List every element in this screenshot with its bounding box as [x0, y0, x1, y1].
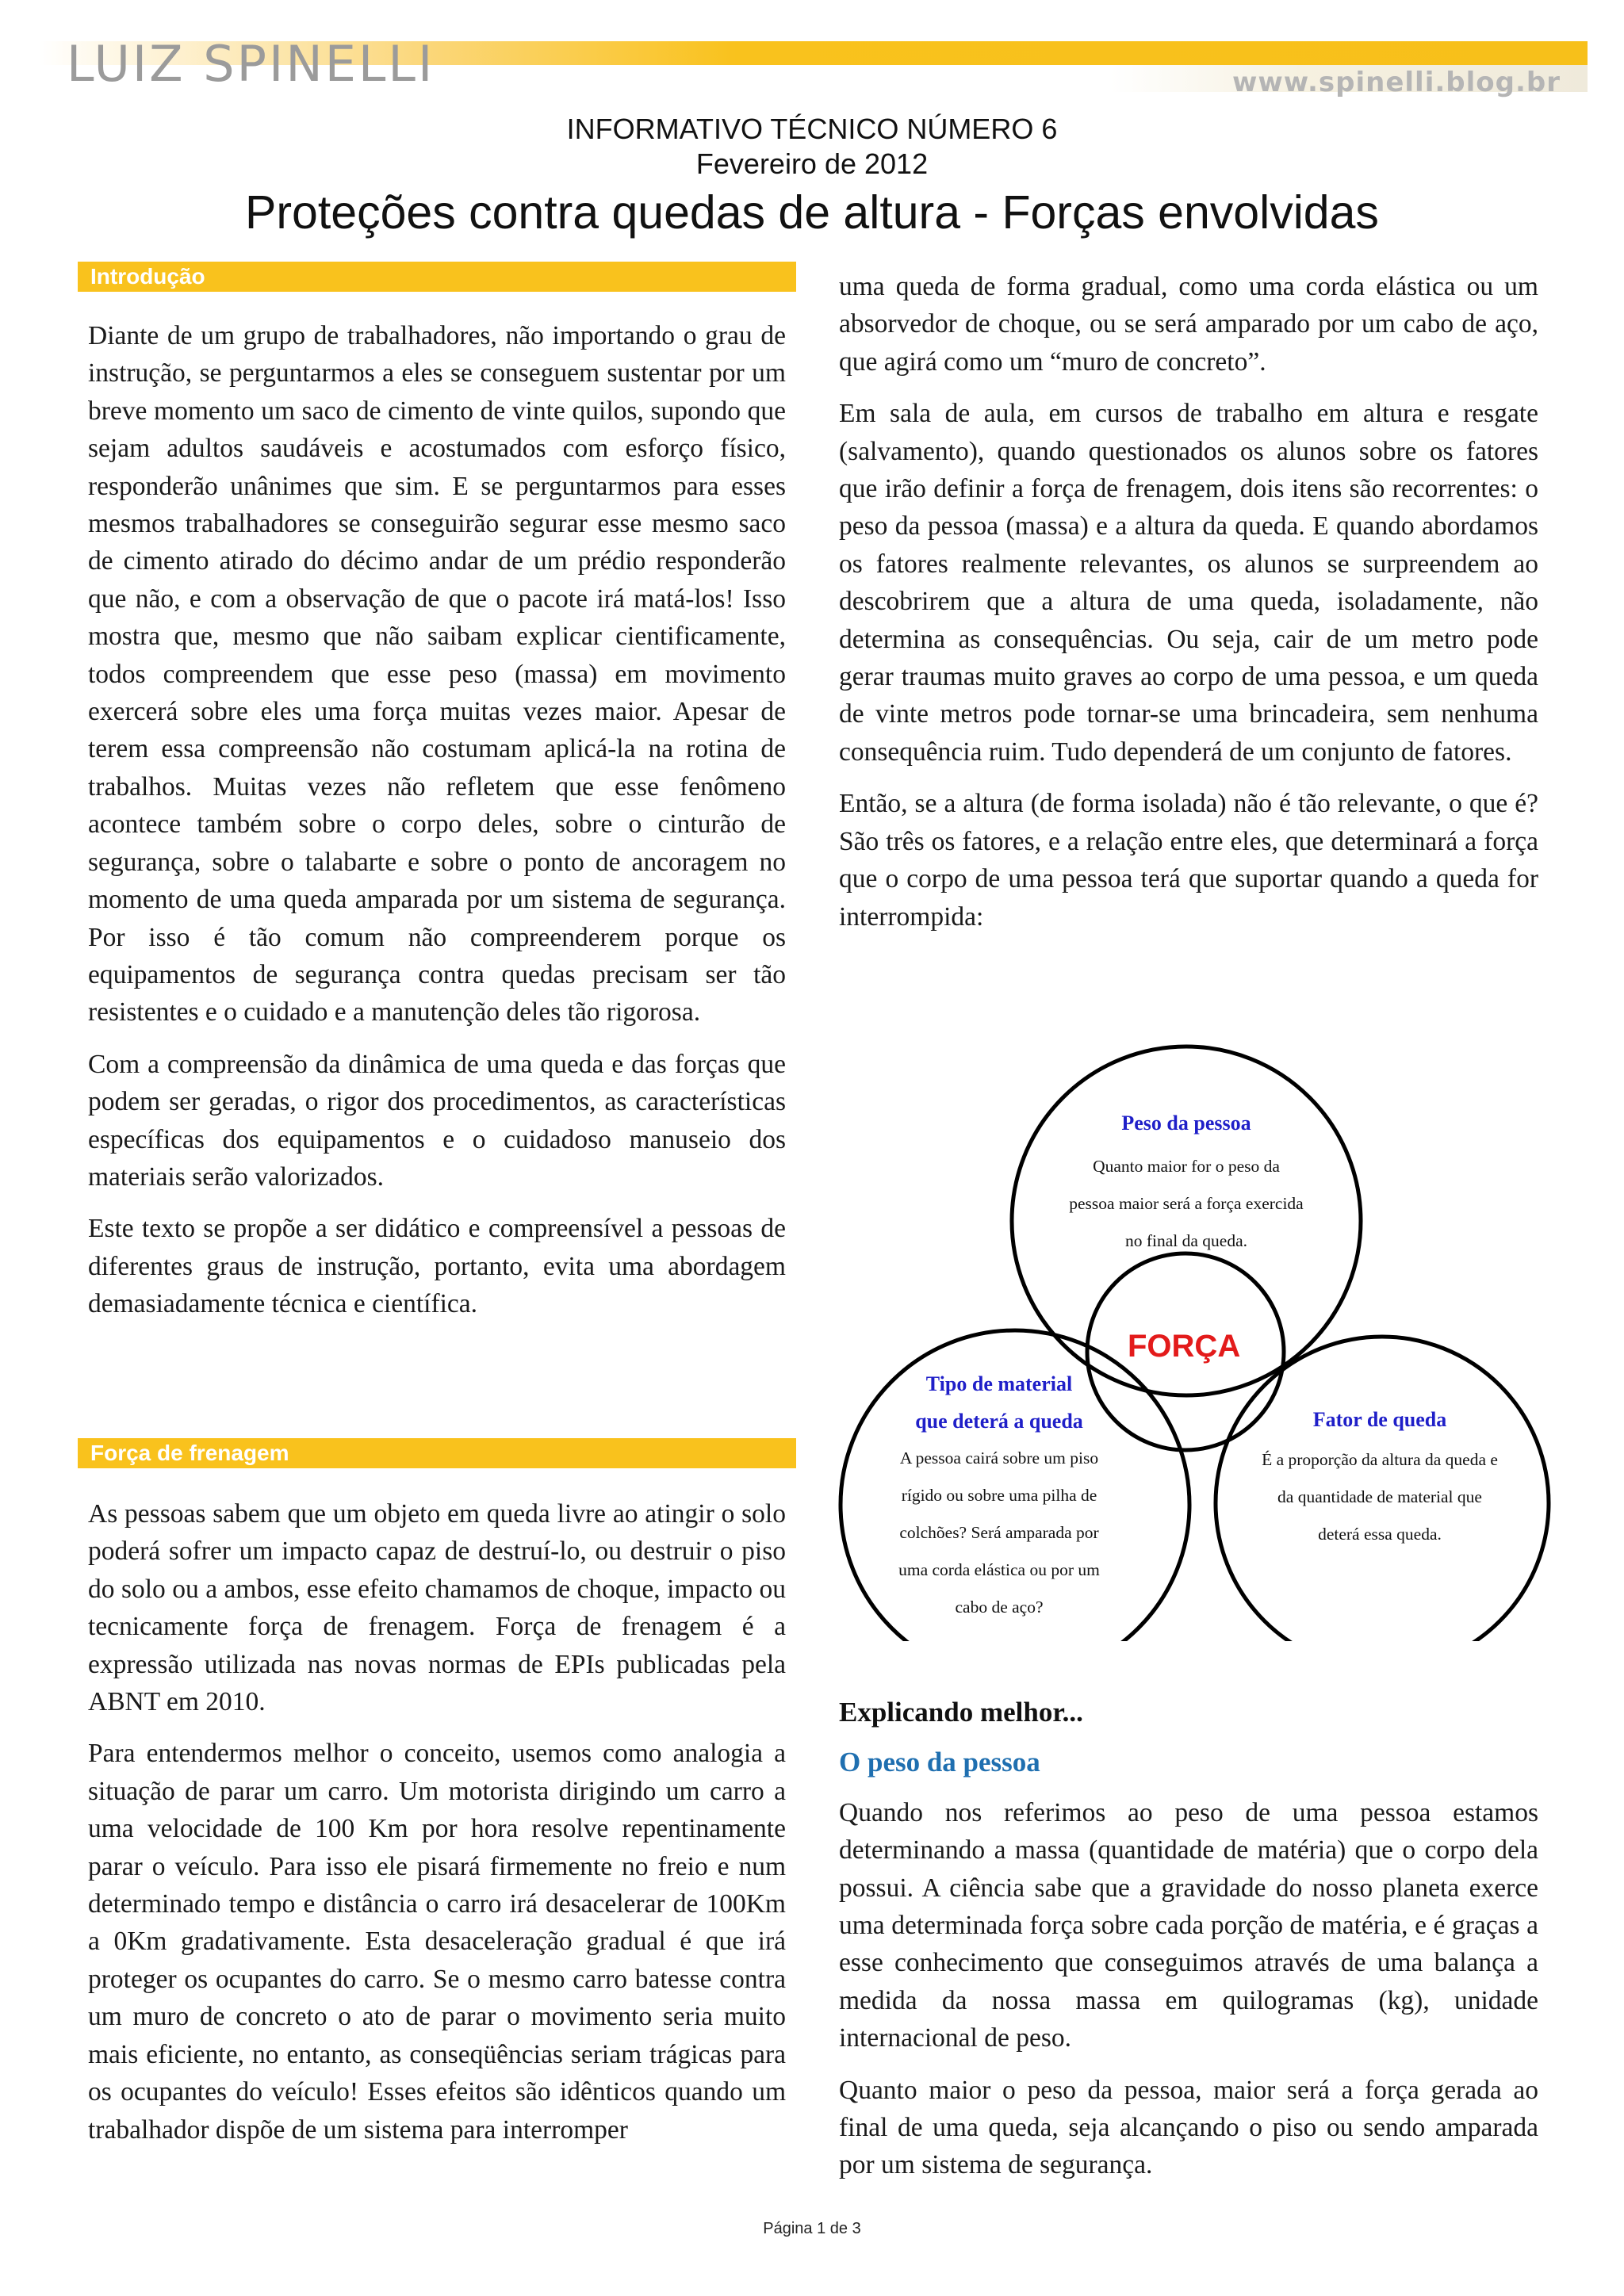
- material-title: [872, 1365, 1126, 1440]
- paragraph: Em sala de aula, em cursos de trabalho em altura e resgate (salvamento), quando questionados os alunos sobre os fatores que irão definir a força de frenagem, dois itens são recorrentes: o peso da pessoa (massa) e a altura da queda. E quando abordamos os fatores realmente relevantes, os alunos se surpreendem ao descobrirem que a altura de uma queda, isoladamente, não determina as consequências. Ou seja, cair de um metro pode gerar traumas muito graves ao corpo de uma pessoa, e um queda de vinte metros pode tornar-se uma brincadeira, sem nenhuma consequência ruim. Tudo dependerá de um conjunto de fatores.: [839, 399, 1538, 767]
- paragraph: Quando nos referimos ao peso de uma pessoa estamos determinando a massa (quantidade de matéria) que o corpo dela possui. A ciência sabe que a gravidade do nosso planeta exerce uma determinada força sobre cada porção de matéria, e é graças a esse conhecimento que conseguimos através de uma balança a medida da nossa massa em quilogramas (kg), unidade internacional de peso.: [839, 1797, 1538, 2053]
- force-factors-diagram: [825, 1039, 1554, 1641]
- bulletin-date: Fevereiro de 2012: [695, 147, 929, 180]
- material-description: [864, 1440, 1134, 1626]
- peso-description: [1028, 1148, 1345, 1260]
- text-line: A pessoa cairá sobre um piso: [899, 1448, 1099, 1468]
- explaining-heading: Explicando melhor...: [839, 1697, 1083, 1728]
- paragraph: Então, se a altura (de forma isolada) não é tão relevante, o que é? São três os fatores, e a relação entre eles, que determinará a força que o corpo de uma pessoa terá que suportar quando a queda for interrompida:: [839, 789, 1538, 932]
- text-line: deterá essa queda.: [1318, 1525, 1442, 1544]
- paragraph: Diante de um grupo de trabalhadores, não importando o grau de instrução, se perguntarmos a eles se conseguem sustentar por um breve momento um saco de cimento de vinte quilos, supondo que sejam adultos saudáveis e acostumados com esforço físico, responderão unânimes que sim. E se perguntarmos para esses mesmos trabalhadores se conseguirão segurar esse mesmo saco de cimento atirado do décimo andar de um prédio responderão que não, e com a observação de que o pacote irá matá-los! Isso mostra que, mesmo que não saibam explicar cientificamente, todos compreendem que esse peso (massa) em movimento exercerá sobre eles uma força muitas vezes maior. Apesar de terem essa compreensão não costumam aplicá-la na rotina de trabalhos. Muitas vezes não refletem que esse fenômeno acontece também sobre o corpo deles, sobre o cinturão de segurança, sobre o talabarte e sobre o ponto de ancoragem no momento de uma queda amparada por um sistema de segurança. Por isso é tão comum não compreenderem porque os equipamentos de segurança contra quedas precisam ser tão resistentes e o cuidado e a manutenção deles tão rigorosa.: [88, 321, 786, 1027]
- paragraph: Com a compreensão da dinâmica de uma queda e das forças que podem ser geradas, o rigor dos procedimentos, as características específicas dos equipamentos e o cuidadoso manuseio dos materiais serão valorizados.: [88, 1049, 786, 1192]
- brand-logo: LUIZ SPINELLI: [67, 35, 435, 93]
- paragraph: Quanto maior o peso da pessoa, maior será a força gerada ao final de uma queda, seja alcançando o piso ou sendo amparada por um sistema de segurança.: [839, 2075, 1538, 2180]
- paragraph: Para entendermos melhor o conceito, usemos como analogia a situação de parar um carro. Um motorista dirigindo um carro a uma velocidade de 100 Km por hora resolve repentinamente parar o veículo. Para isso ele pisará firmemente no freio e num determinado tempo e distância o carro irá desacelerar de 100Km a 0Km gradativamente. Esta desaceleração gradual é que irá proteger os ocupantes do carro. Se o mesmo carro batesse contra um muro de concreto o ato de parar o movimento seria muito mais eficiente, no entanto, as conseqüências seriam trágicas para os ocupantes do veículo! Esses efeitos são idênticos quando um trabalhador dispõe de um sistema para interromper: [88, 1739, 786, 2145]
- text-line: da quantidade de material que: [1277, 1487, 1482, 1506]
- text-line: Tipo de material: [925, 1372, 1073, 1395]
- page-number: Página 1 de 3: [763, 2220, 861, 2237]
- text-line: cabo de aço?: [955, 1598, 1044, 1617]
- peso-heading: O peso da pessoa: [839, 1747, 1040, 1778]
- blog-url: www.spinelli.blog.br: [1231, 67, 1561, 98]
- page-title: Proteções contra quedas de altura - Forças envolvidas: [245, 186, 1379, 239]
- section-intro-heading: Introdução: [78, 262, 796, 292]
- fator-description: [1229, 1441, 1530, 1553]
- page-header: [0, 0, 1624, 103]
- forca-label: FORÇA: [1128, 1329, 1241, 1364]
- intro-text: [88, 317, 786, 1337]
- peso-title: Peso da pessoa: [1121, 1112, 1251, 1135]
- braking-text: [88, 1495, 786, 2163]
- text-line: que deterá a queda: [915, 1410, 1083, 1433]
- text-line: Quanto maior for o peso da: [1093, 1157, 1280, 1176]
- explanation-text: [839, 1693, 1538, 2198]
- text-line: rígido ou sobre uma pilha de: [901, 1486, 1097, 1505]
- paragraph: Este texto se propõe a ser didático e compreensível a pessoas de diferentes graus de instrução, portanto, evita uma abordagem demasiadamente técnica e científica.: [88, 1214, 786, 1319]
- text-line: colchões? Será amparada por: [899, 1523, 1099, 1542]
- bulletin-number: INFORMATIVO TÉCNICO NÚMERO 6: [566, 113, 1058, 145]
- paragraph: uma queda de forma gradual, como uma corda elástica ou um absorvedor de choque, ou se será amparado por um cabo de aço, que agirá como um “muro de concreto”.: [839, 272, 1538, 377]
- right-column-text: [839, 268, 1538, 950]
- text-line: no final da queda.: [1124, 1231, 1248, 1250]
- text-line: É a proporção da altura da queda e: [1262, 1450, 1498, 1469]
- text-line: pessoa maior será a força exercida: [1069, 1194, 1304, 1213]
- section-braking-heading: Força de frenagem: [78, 1438, 796, 1468]
- text-line: uma corda elástica ou por um: [898, 1560, 1100, 1579]
- paragraph: As pessoas sabem que um objeto em queda livre ao atingir o solo poderá sofrer um impacto capaz de destruí-lo, ou destruir o piso do solo ou a ambos, esse efeito chamamos de choque, impacto ou tecnicamente força de frenagem. Força de frenagem é a expressão utilizada nas novas normas de EPIs publicadas pela ABNT em 2010.: [88, 1499, 786, 1717]
- fator-title: Fator de queda: [1312, 1408, 1447, 1431]
